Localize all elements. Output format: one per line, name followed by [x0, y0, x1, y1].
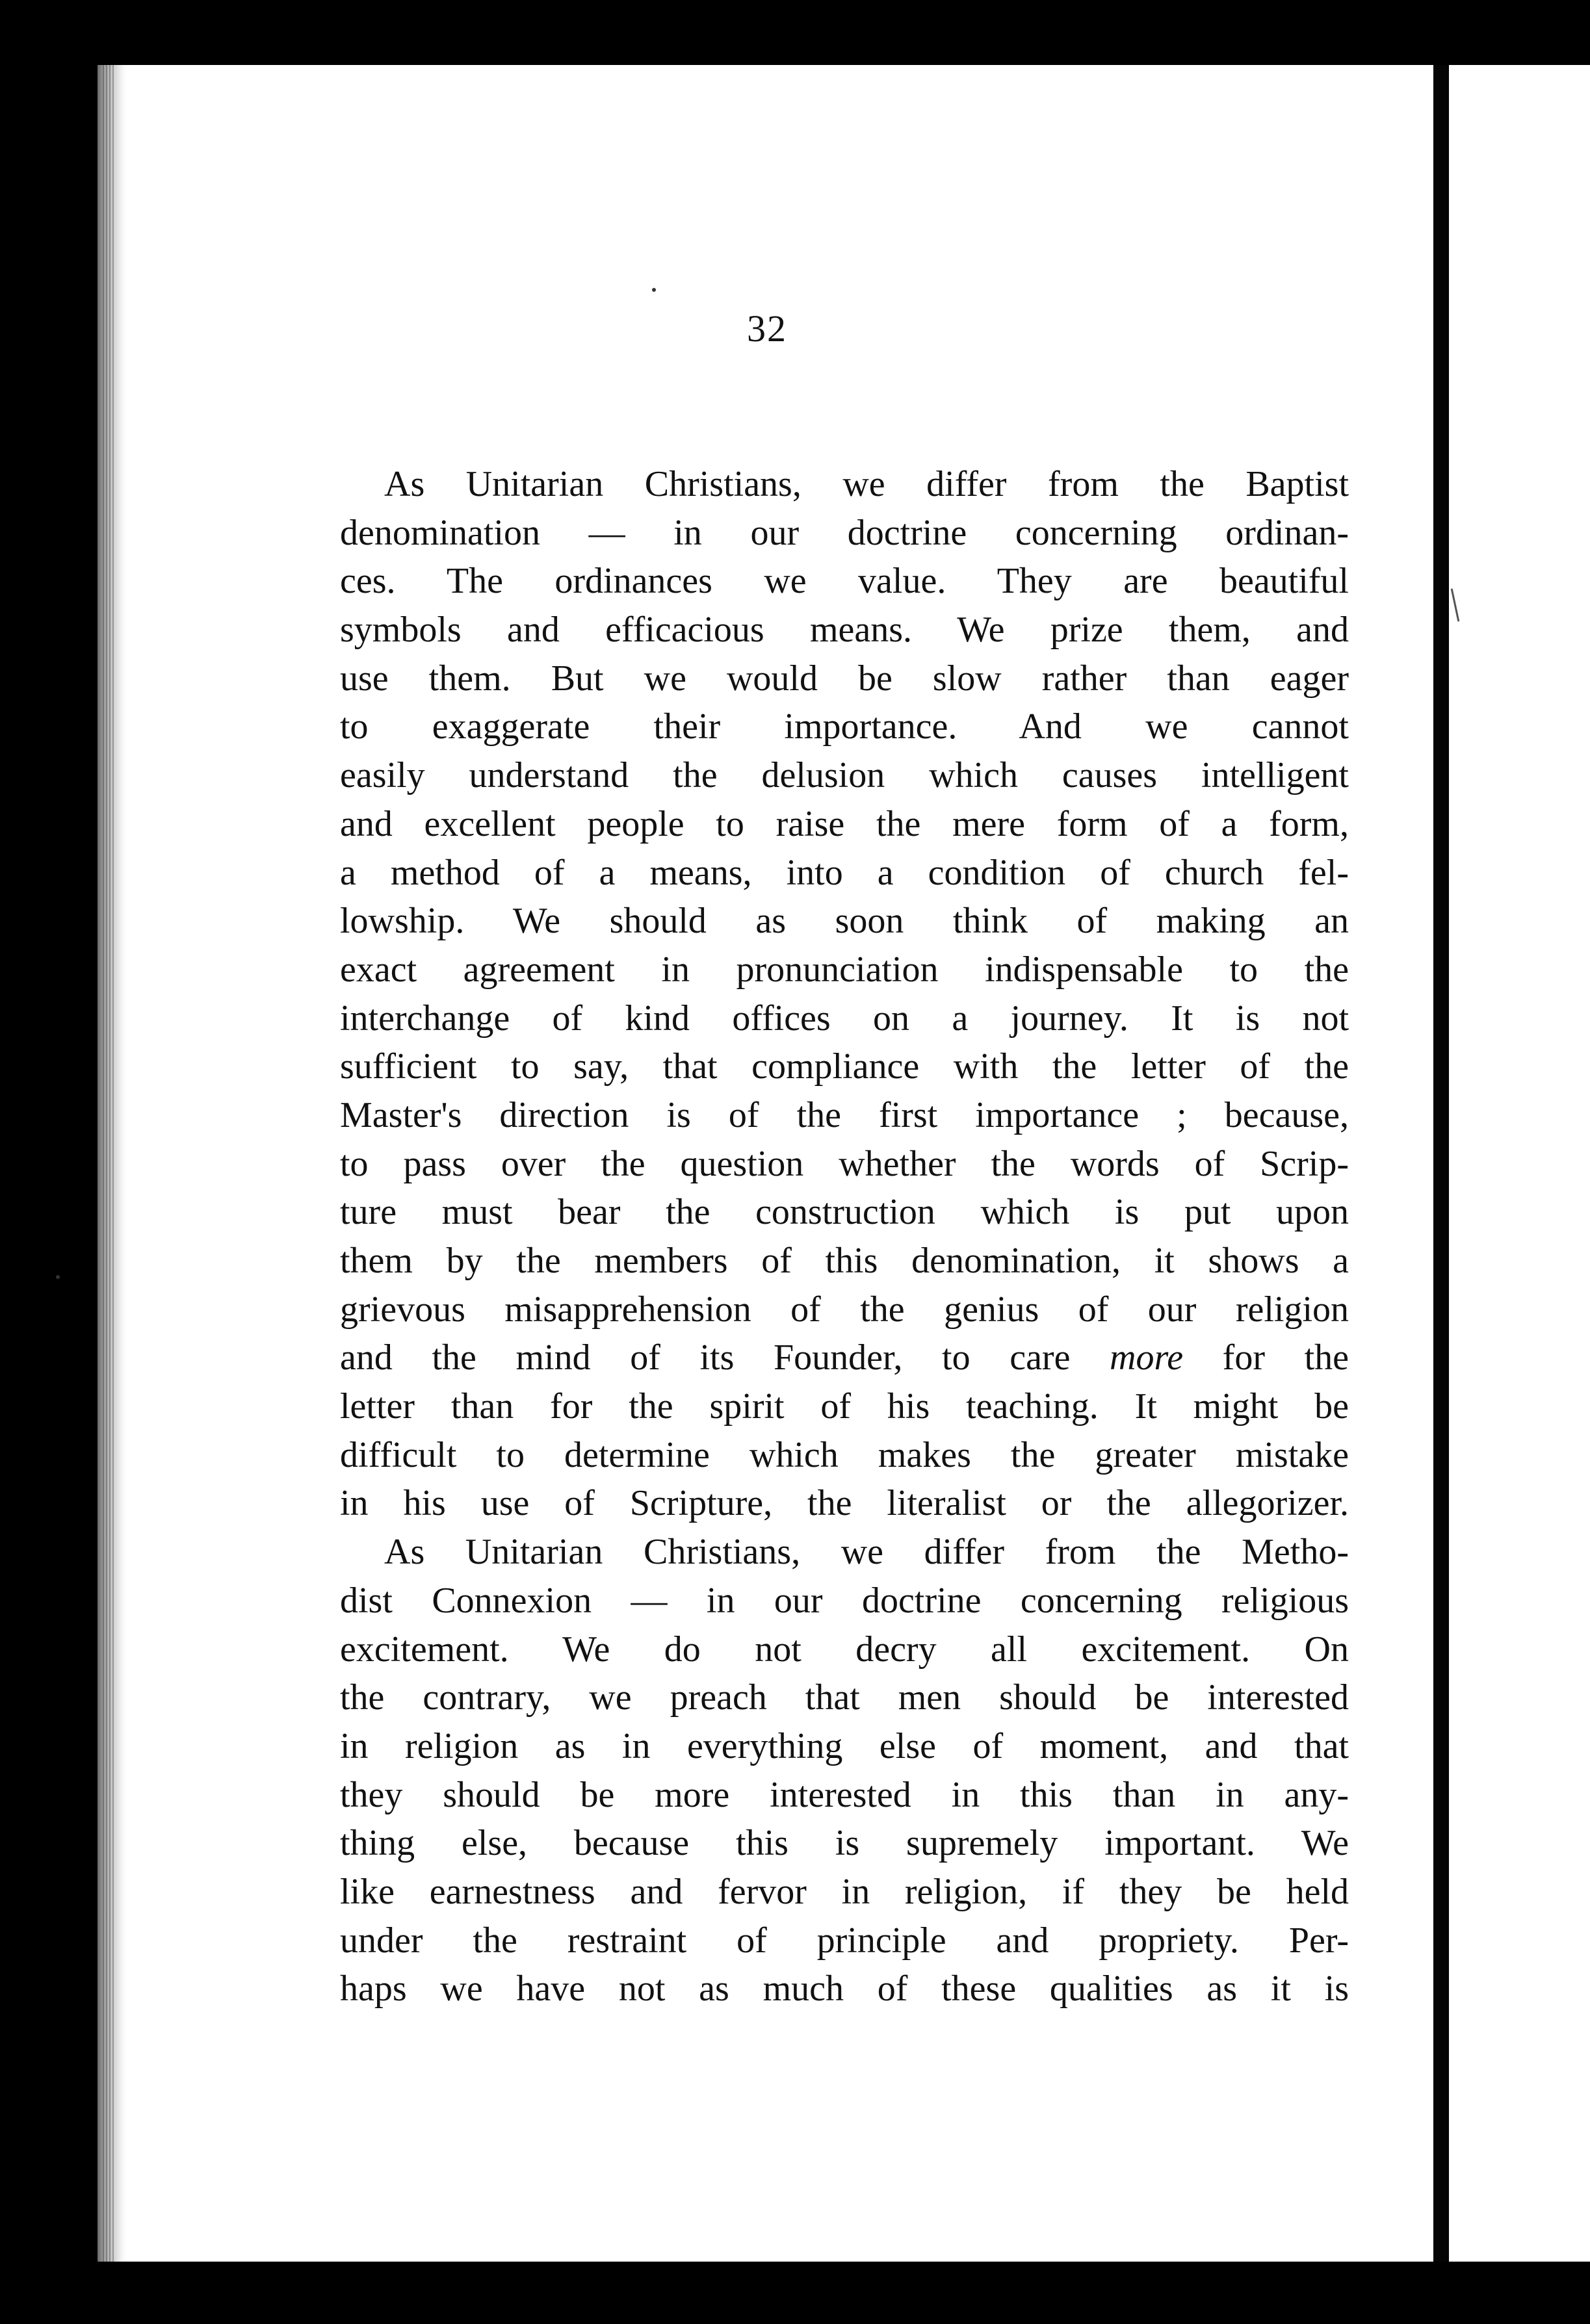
text-line: ces. The ordinances we value. They are beautiful: [340, 561, 1349, 602]
scanned-page: [98, 65, 1437, 2262]
emphasis-word: more: [1110, 1337, 1184, 1378]
text-line: interchange of kind offices on a journey. It is not: [340, 998, 1349, 1039]
text-line: excitement. We do not decry all excitement. On: [340, 1629, 1349, 1670]
text-line: As Unitarian Christians, we differ from the Metho-: [384, 1532, 1349, 1573]
text-line: Master's direction is of the first importance ; because,: [340, 1094, 1349, 1135]
text-line: the contrary, we preach that men should be interested: [340, 1677, 1349, 1718]
text-line: they should be more interested in this than in any-: [340, 1774, 1349, 1815]
text-line: to exaggerate their importance. And we cannot: [340, 706, 1349, 747]
text-line: exact agreement in pronunciation indispensable to the: [340, 949, 1349, 990]
body-text: [340, 460, 1349, 2013]
text-line: to pass over the question whether the words of Scrip-: [340, 1143, 1349, 1184]
text-line: lowship. We should as soon think of making an: [340, 901, 1349, 942]
text-line: use them. But we would be slow rather than eager: [340, 658, 1349, 699]
text-line: ture must bear the construction which is put upon: [340, 1192, 1349, 1233]
text-line: difficult to determine which makes the greater mistake: [340, 1434, 1349, 1475]
text-line: them by the members of this denomination, it shows a: [340, 1241, 1349, 1281]
paper-speck: [652, 288, 656, 292]
text-line: easily understand the delusion which causes intelligent: [340, 755, 1349, 796]
text-line: haps we have not as much of these qualities as it is: [340, 1969, 1349, 2009]
page-number: 32: [747, 307, 787, 350]
text-line: dist Connexion — in our doctrine concerning religious: [340, 1580, 1349, 1621]
text-line: symbols and efficacious means. We prize them, and: [340, 610, 1349, 651]
text-segment: and the mind of its Founder, to care: [340, 1337, 1110, 1378]
text-line: and excellent people to raise the mere form of a form,: [340, 803, 1349, 844]
page-binding-edge: [98, 65, 126, 2262]
text-line: thing else, because this is supremely important. We: [340, 1823, 1349, 1864]
text-line: As Unitarian Christians, we differ from the Baptist: [384, 464, 1349, 504]
text-line-with-emphasis: [340, 1334, 1349, 1382]
text-line: grievous misapprehension of the genius of our religion: [340, 1289, 1349, 1330]
facing-page-edge: [1449, 65, 1590, 2262]
page-gutter-divider: [1433, 65, 1449, 2262]
text-line: denomination — in our doctrine concerning ordinan-: [340, 512, 1349, 553]
text-line: under the restraint of principle and propriety. Per-: [340, 1920, 1349, 1961]
text-line: like earnestness and fervor in religion, if they be held: [340, 1871, 1349, 1912]
text-line: a method of a means, into a condition of church fel-: [340, 852, 1349, 893]
text-line: in his use of Scripture, the literalist or the allegorizer.: [340, 1483, 1349, 1524]
text-line: sufficient to say, that compliance with the letter of the: [340, 1046, 1349, 1087]
text-segment: for the: [1183, 1337, 1349, 1378]
background-speck: [56, 1275, 60, 1279]
text-line: in religion as in everything else of moment, and that: [340, 1725, 1349, 1766]
text-line: letter than for the spirit of his teaching. It might be: [340, 1386, 1349, 1427]
